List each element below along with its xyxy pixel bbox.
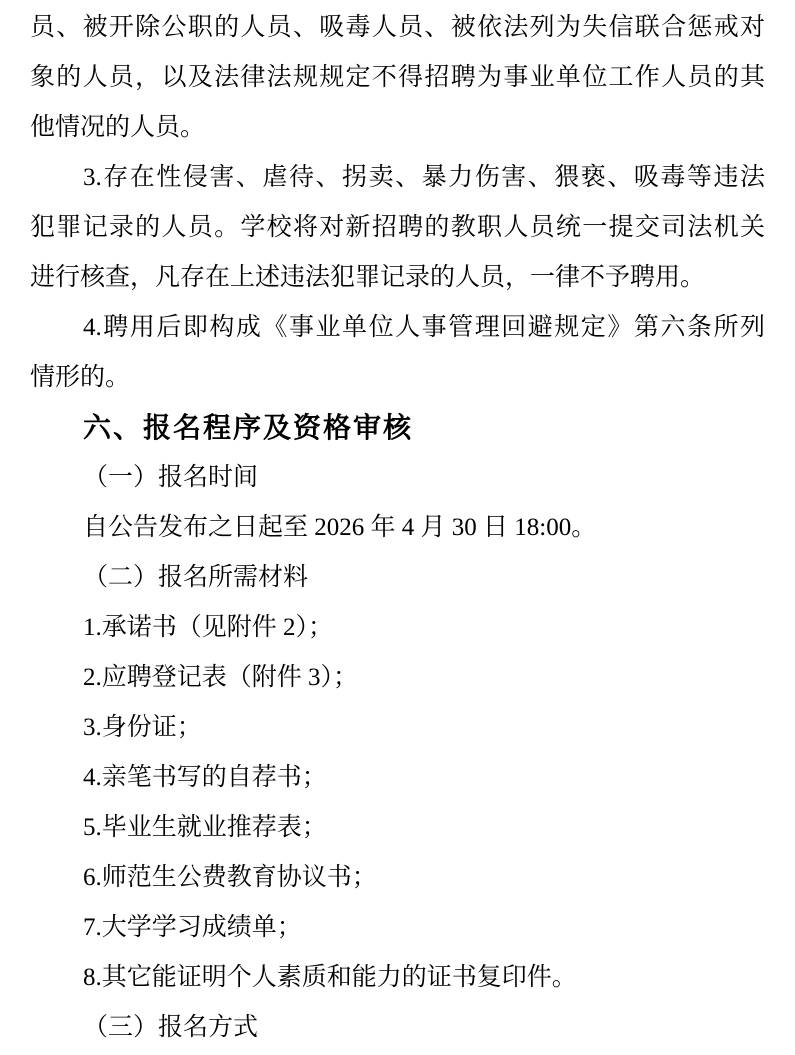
section-6-heading: 六、报名程序及资格审核: [83, 412, 414, 443]
para-disqualification-line: 员、被开除公职的人员、吸毒人员、被依法列为失信联合惩戒对: [30, 14, 765, 41]
para-disqualification-line: 象的人员，以及法律法规规定不得招聘为事业单位工作人员的其: [30, 64, 765, 91]
registration-deadline: 自公告发布之日起至 2026 年 4 月 30 日 18:00。: [83, 514, 597, 541]
subsection-1-heading: （一）报名时间: [83, 464, 259, 491]
subsection-3-heading: （三）报名方式: [83, 1014, 259, 1041]
para-avoidance-line: 4.聘用后即构成《事业单位人事管理回避规定》第六条所列: [83, 314, 765, 341]
material-item: 3.身份证；: [83, 714, 202, 741]
material-item: 6.师范生公费教育协议书；: [83, 864, 377, 891]
material-item: 5.毕业生就业推荐表；: [83, 814, 327, 841]
material-item: 4.亲笔书写的自荐书；: [83, 764, 327, 791]
material-item: 1.承诺书（见附件 2）；: [83, 614, 334, 641]
material-item: 8.其它能证明个人素质和能力的证书复印件。: [83, 964, 577, 991]
material-item: 7.大学学习成绩单；: [83, 914, 302, 941]
para-avoidance-line: 情形的。: [30, 364, 131, 391]
para-disqualification-line: 他情况的人员。: [30, 114, 206, 141]
para-criminal-records-line: 犯罪记录的人员。学校将对新招聘的教职人员统一提交司法机关: [30, 214, 765, 241]
material-item: 2.应聘登记表（附件 3）；: [83, 664, 359, 691]
subsection-2-heading: （二）报名所需材料: [83, 564, 309, 591]
para-criminal-records-line: 进行核查，凡存在上述违法犯罪记录的人员，一律不予聘用。: [30, 264, 706, 291]
para-criminal-records-line: 3.存在性侵害、虐待、拐卖、暴力伤害、猥亵、吸毒等违法: [83, 164, 765, 191]
